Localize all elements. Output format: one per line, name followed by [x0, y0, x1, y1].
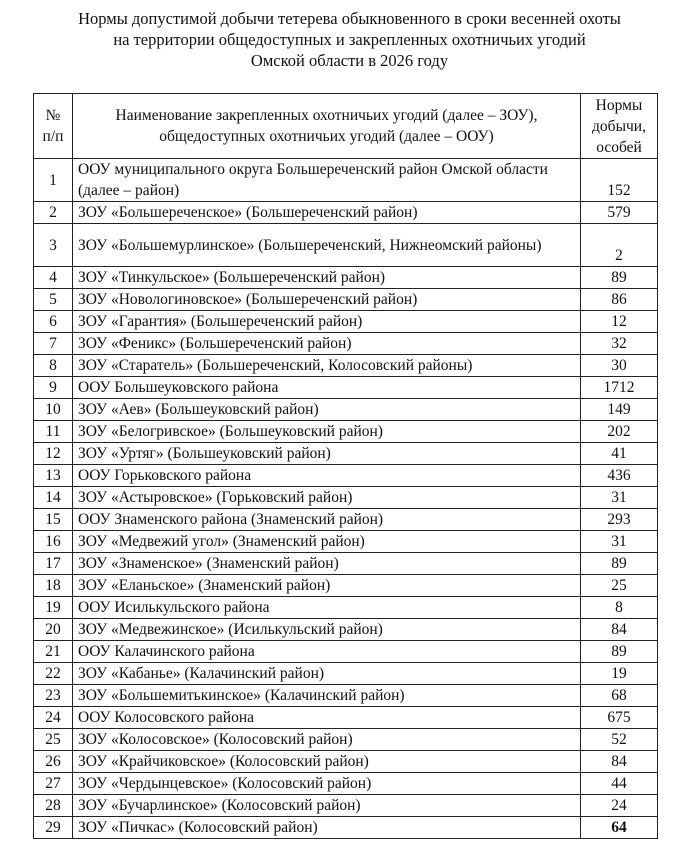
row-number: 4: [34, 267, 73, 289]
document-title: [0, 8, 699, 71]
table-row: [34, 619, 658, 641]
row-name: ЗОУ «Бучарлинское» (Колосовский район): [73, 795, 581, 817]
table-row: [34, 289, 658, 311]
row-number: 19: [34, 597, 73, 619]
row-name: ЗОУ «Феникс» (Большереченский район): [73, 333, 581, 355]
row-number: 12: [34, 443, 73, 465]
table-row: [34, 707, 658, 729]
row-number: 2: [34, 202, 73, 224]
row-norm: 31: [581, 531, 658, 553]
table-row: [34, 729, 658, 751]
row-number: 8: [34, 355, 73, 377]
table-row: [34, 377, 658, 399]
row-number: 26: [34, 751, 73, 773]
row-name: ЗОУ «Колосовское» (Колосовский район): [73, 729, 581, 751]
table-row: [34, 685, 658, 707]
row-name: ООУ Большеуковского района: [73, 377, 581, 399]
row-name: ЗОУ «Астыровское» (Горьковский район): [73, 487, 581, 509]
row-norm: 293: [581, 509, 658, 531]
row-name: ООУ Исилькульского района: [73, 597, 581, 619]
row-name: ЗОУ «Крайчиковское» (Колосовский район): [73, 751, 581, 773]
row-number: 14: [34, 487, 73, 509]
row-number: 20: [34, 619, 73, 641]
table-row: [34, 333, 658, 355]
row-norm: 24: [581, 795, 658, 817]
row-number: 23: [34, 685, 73, 707]
row-name: ЗОУ «Чердынцевское» (Колосовский район): [73, 773, 581, 795]
table-row: [34, 641, 658, 663]
row-norm: 68: [581, 685, 658, 707]
row-norm: 152: [581, 159, 658, 202]
row-norm: 89: [581, 641, 658, 663]
row-number: 6: [34, 311, 73, 333]
table-row: [34, 443, 658, 465]
row-norm: 84: [581, 751, 658, 773]
row-norm: 1712: [581, 377, 658, 399]
row-norm: 89: [581, 267, 658, 289]
row-number: 11: [34, 421, 73, 443]
row-name: ЗОУ «Знаменское» (Знаменский район): [73, 553, 581, 575]
header-name: Наименование закрепленных охотничьих угодий (далее – ЗОУ), общедоступных охотничьих угодий (далее – ООУ): [73, 94, 581, 159]
row-name: ООУ Горьковского района: [73, 465, 581, 487]
table-row: [34, 465, 658, 487]
header-num: № п/п: [34, 94, 73, 159]
row-name: ЗОУ «Еланьское» (Знаменский район): [73, 575, 581, 597]
row-name: ЗОУ «Аев» (Большеуковский район): [73, 399, 581, 421]
row-norm: 41: [581, 443, 658, 465]
row-name: ЗОУ «Уртяг» (Большеуковский район): [73, 443, 581, 465]
table-row: [34, 795, 658, 817]
row-name: ЗОУ «Гарантия» (Большереченский район): [73, 311, 581, 333]
row-number: 17: [34, 553, 73, 575]
table-row: [34, 773, 658, 795]
row-name: ООУ Колосовского района: [73, 707, 581, 729]
row-norm: 31: [581, 487, 658, 509]
table-row: [34, 663, 658, 685]
row-name: ЗОУ «Старатель» (Большереченский, Колосовский районы): [73, 355, 581, 377]
row-name: ЗОУ «Большереченское» (Большереченский район): [73, 202, 581, 224]
row-norm: 89: [581, 553, 658, 575]
row-number: 25: [34, 729, 73, 751]
table-row: [34, 159, 658, 202]
row-name: ЗОУ «Большемурлинское» (Большереченский, Нижнеомский районы): [73, 224, 581, 267]
table-row: [34, 267, 658, 289]
table-row: [34, 531, 658, 553]
table-row: [34, 311, 658, 333]
table-header-row: [34, 94, 658, 159]
row-name: ЗОУ «Медвежинское» (Исилькульский район): [73, 619, 581, 641]
table-row: [34, 355, 658, 377]
row-number: 3: [34, 224, 73, 267]
title-line-1: Нормы допустимой добычи тетерева обыкновенного в сроки весенней охоты: [78, 9, 621, 28]
row-name: ЗОУ «Кабанье» (Калачинский район): [73, 663, 581, 685]
row-norm: 84: [581, 619, 658, 641]
table-row: [34, 817, 658, 839]
row-name: ЗОУ «Новологиновское» (Большереченский район): [73, 289, 581, 311]
row-number: 7: [34, 333, 73, 355]
row-norm: 64: [581, 817, 658, 839]
title-line-2: на территории общедоступных и закрепленных охотничьих угодий: [113, 30, 586, 49]
table-row: [34, 751, 658, 773]
row-number: 13: [34, 465, 73, 487]
row-norm: 675: [581, 707, 658, 729]
row-name: ЗОУ «Медвежий угол» (Знаменский район): [73, 531, 581, 553]
row-norm: 19: [581, 663, 658, 685]
row-number: 21: [34, 641, 73, 663]
row-number: 28: [34, 795, 73, 817]
row-norm: 202: [581, 421, 658, 443]
row-norm: 52: [581, 729, 658, 751]
row-number: 22: [34, 663, 73, 685]
hunting-norms-table: [33, 93, 658, 839]
table-row: [34, 597, 658, 619]
table-row: [34, 487, 658, 509]
row-name: ЗОУ «Большемитькинское» (Калачинский район): [73, 685, 581, 707]
table-row: [34, 399, 658, 421]
row-number: 10: [34, 399, 73, 421]
row-name: ООУ муниципального округа Большереченский район Омской области (далее – район): [73, 159, 581, 202]
row-name: ЗОУ «Белогривское» (Большеуковский район): [73, 421, 581, 443]
row-number: 24: [34, 707, 73, 729]
row-norm: 32: [581, 333, 658, 355]
row-norm: 579: [581, 202, 658, 224]
row-norm: 30: [581, 355, 658, 377]
row-norm: 86: [581, 289, 658, 311]
title-line-3: Омской области в 2026 году: [250, 51, 449, 70]
row-number: 9: [34, 377, 73, 399]
table-row: [34, 575, 658, 597]
table-row: [34, 553, 658, 575]
table-row: [34, 224, 658, 267]
row-norm: 25: [581, 575, 658, 597]
row-name: ЗОУ «Тинкульское» (Большереченский район): [73, 267, 581, 289]
table-row: [34, 202, 658, 224]
row-number: 5: [34, 289, 73, 311]
row-norm: 8: [581, 597, 658, 619]
table-body: [34, 159, 658, 839]
row-norm: 44: [581, 773, 658, 795]
row-number: 15: [34, 509, 73, 531]
table-row: [34, 421, 658, 443]
row-number: 1: [34, 159, 73, 202]
row-norm: 2: [581, 224, 658, 267]
header-norm: Нормы добычи, особей: [581, 94, 658, 159]
row-number: 29: [34, 817, 73, 839]
row-name: ООУ Калачинского района: [73, 641, 581, 663]
row-number: 18: [34, 575, 73, 597]
row-number: 27: [34, 773, 73, 795]
row-norm: 436: [581, 465, 658, 487]
row-number: 16: [34, 531, 73, 553]
row-name: ЗОУ «Пичкас» (Колосовский район): [73, 817, 581, 839]
table-row: [34, 509, 658, 531]
row-name: ООУ Знаменского района (Знаменский район): [73, 509, 581, 531]
row-norm: 149: [581, 399, 658, 421]
row-norm: 12: [581, 311, 658, 333]
